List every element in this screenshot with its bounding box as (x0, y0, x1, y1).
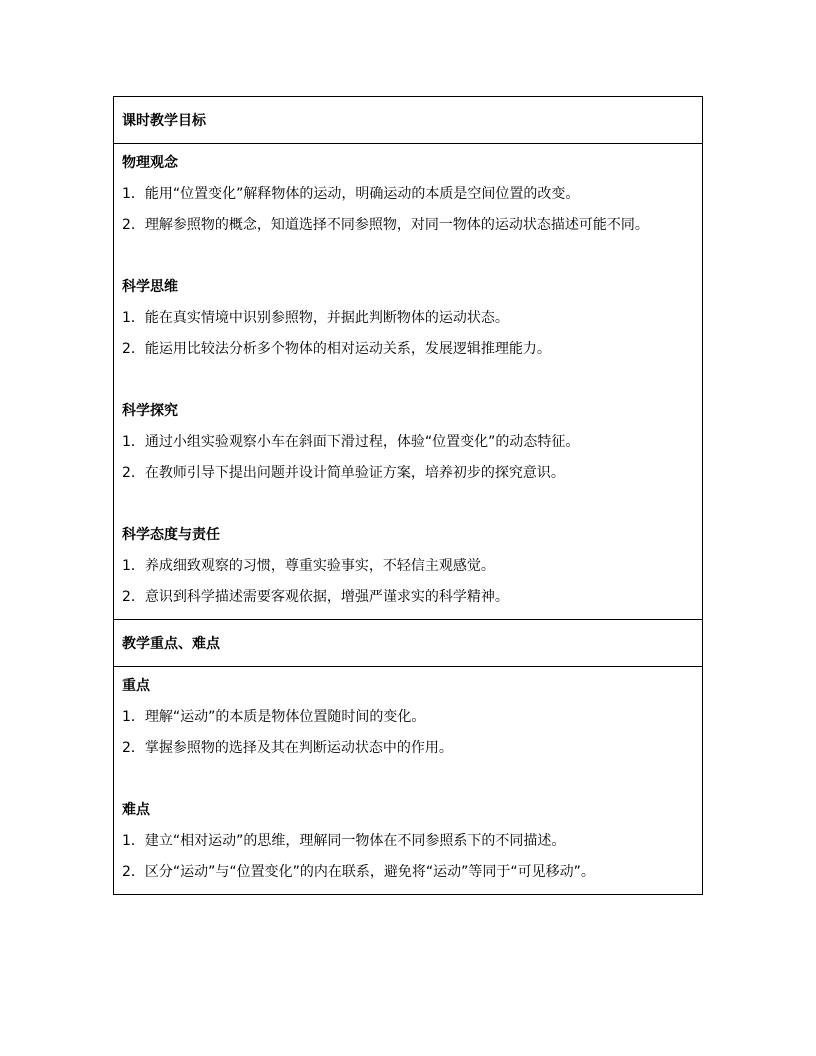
section-title-key-points: 重点 (122, 678, 150, 694)
section-title-attitude-responsibility: 科学态度与责任 (122, 527, 220, 543)
list-item: 2．理解参照物的概念，知道选择不同参照物，对同一物体的运动状态描述可能不同。 (122, 217, 649, 233)
section-title-scientific-inquiry: 科学探究 (122, 403, 178, 419)
section-spacer (122, 241, 694, 272)
list-item: 2．意识到科学描述需要客观依据，增强严谨求实的科学精神。 (122, 589, 509, 605)
keypoints-header-label: 教学重点、难点 (122, 636, 220, 652)
list-item: 1．建立“相对运动”的思维，理解同一物体在不同参照系下的不同描述。 (122, 833, 566, 849)
list-item: 1．能在真实情境中识别参照物，并据此判断物体的运动状态。 (122, 310, 509, 326)
section-spacer (122, 489, 694, 520)
list-item: 1．通过小组实验观察小车在斜面下滑过程，体验“位置变化”的动态特征。 (122, 434, 580, 450)
section-title-scientific-thinking: 科学思维 (122, 279, 178, 295)
list-item: 2．在教师引导下提出问题并设计简单验证方案，培养初步的探究意识。 (122, 465, 565, 481)
list-item: 2．掌握参照物的选择及其在判断运动状态中的作用。 (122, 740, 453, 756)
list-item: 1．能用“位置变化”解释物体的运动，明确运动的本质是空间位置的改变。 (122, 186, 580, 202)
section-title-difficulties: 难点 (122, 802, 150, 818)
objectives-header-label: 课时教学目标 (122, 113, 206, 129)
list-item: 2．区分“运动”与“位置变化”的内在联系，避免将“运动”等同于“可见移动”。 (122, 864, 595, 880)
section-spacer (122, 365, 694, 396)
list-item: 1．理解“运动”的本质是物体位置随时间的变化。 (122, 709, 426, 725)
list-item: 1．养成细致观察的习惯，尊重实验事实，不轻信主观感觉。 (122, 558, 495, 574)
keypoints-content (114, 667, 702, 894)
list-item: 2．能运用比较法分析多个物体的相对运动关系，发展逻辑推理能力。 (122, 341, 551, 357)
keypoints-header (114, 620, 702, 667)
objectives-header (114, 97, 702, 144)
objectives-content (114, 144, 702, 620)
section-spacer (122, 764, 694, 795)
lesson-plan-table (113, 96, 703, 895)
section-title-physics-concept: 物理观念 (122, 155, 178, 171)
